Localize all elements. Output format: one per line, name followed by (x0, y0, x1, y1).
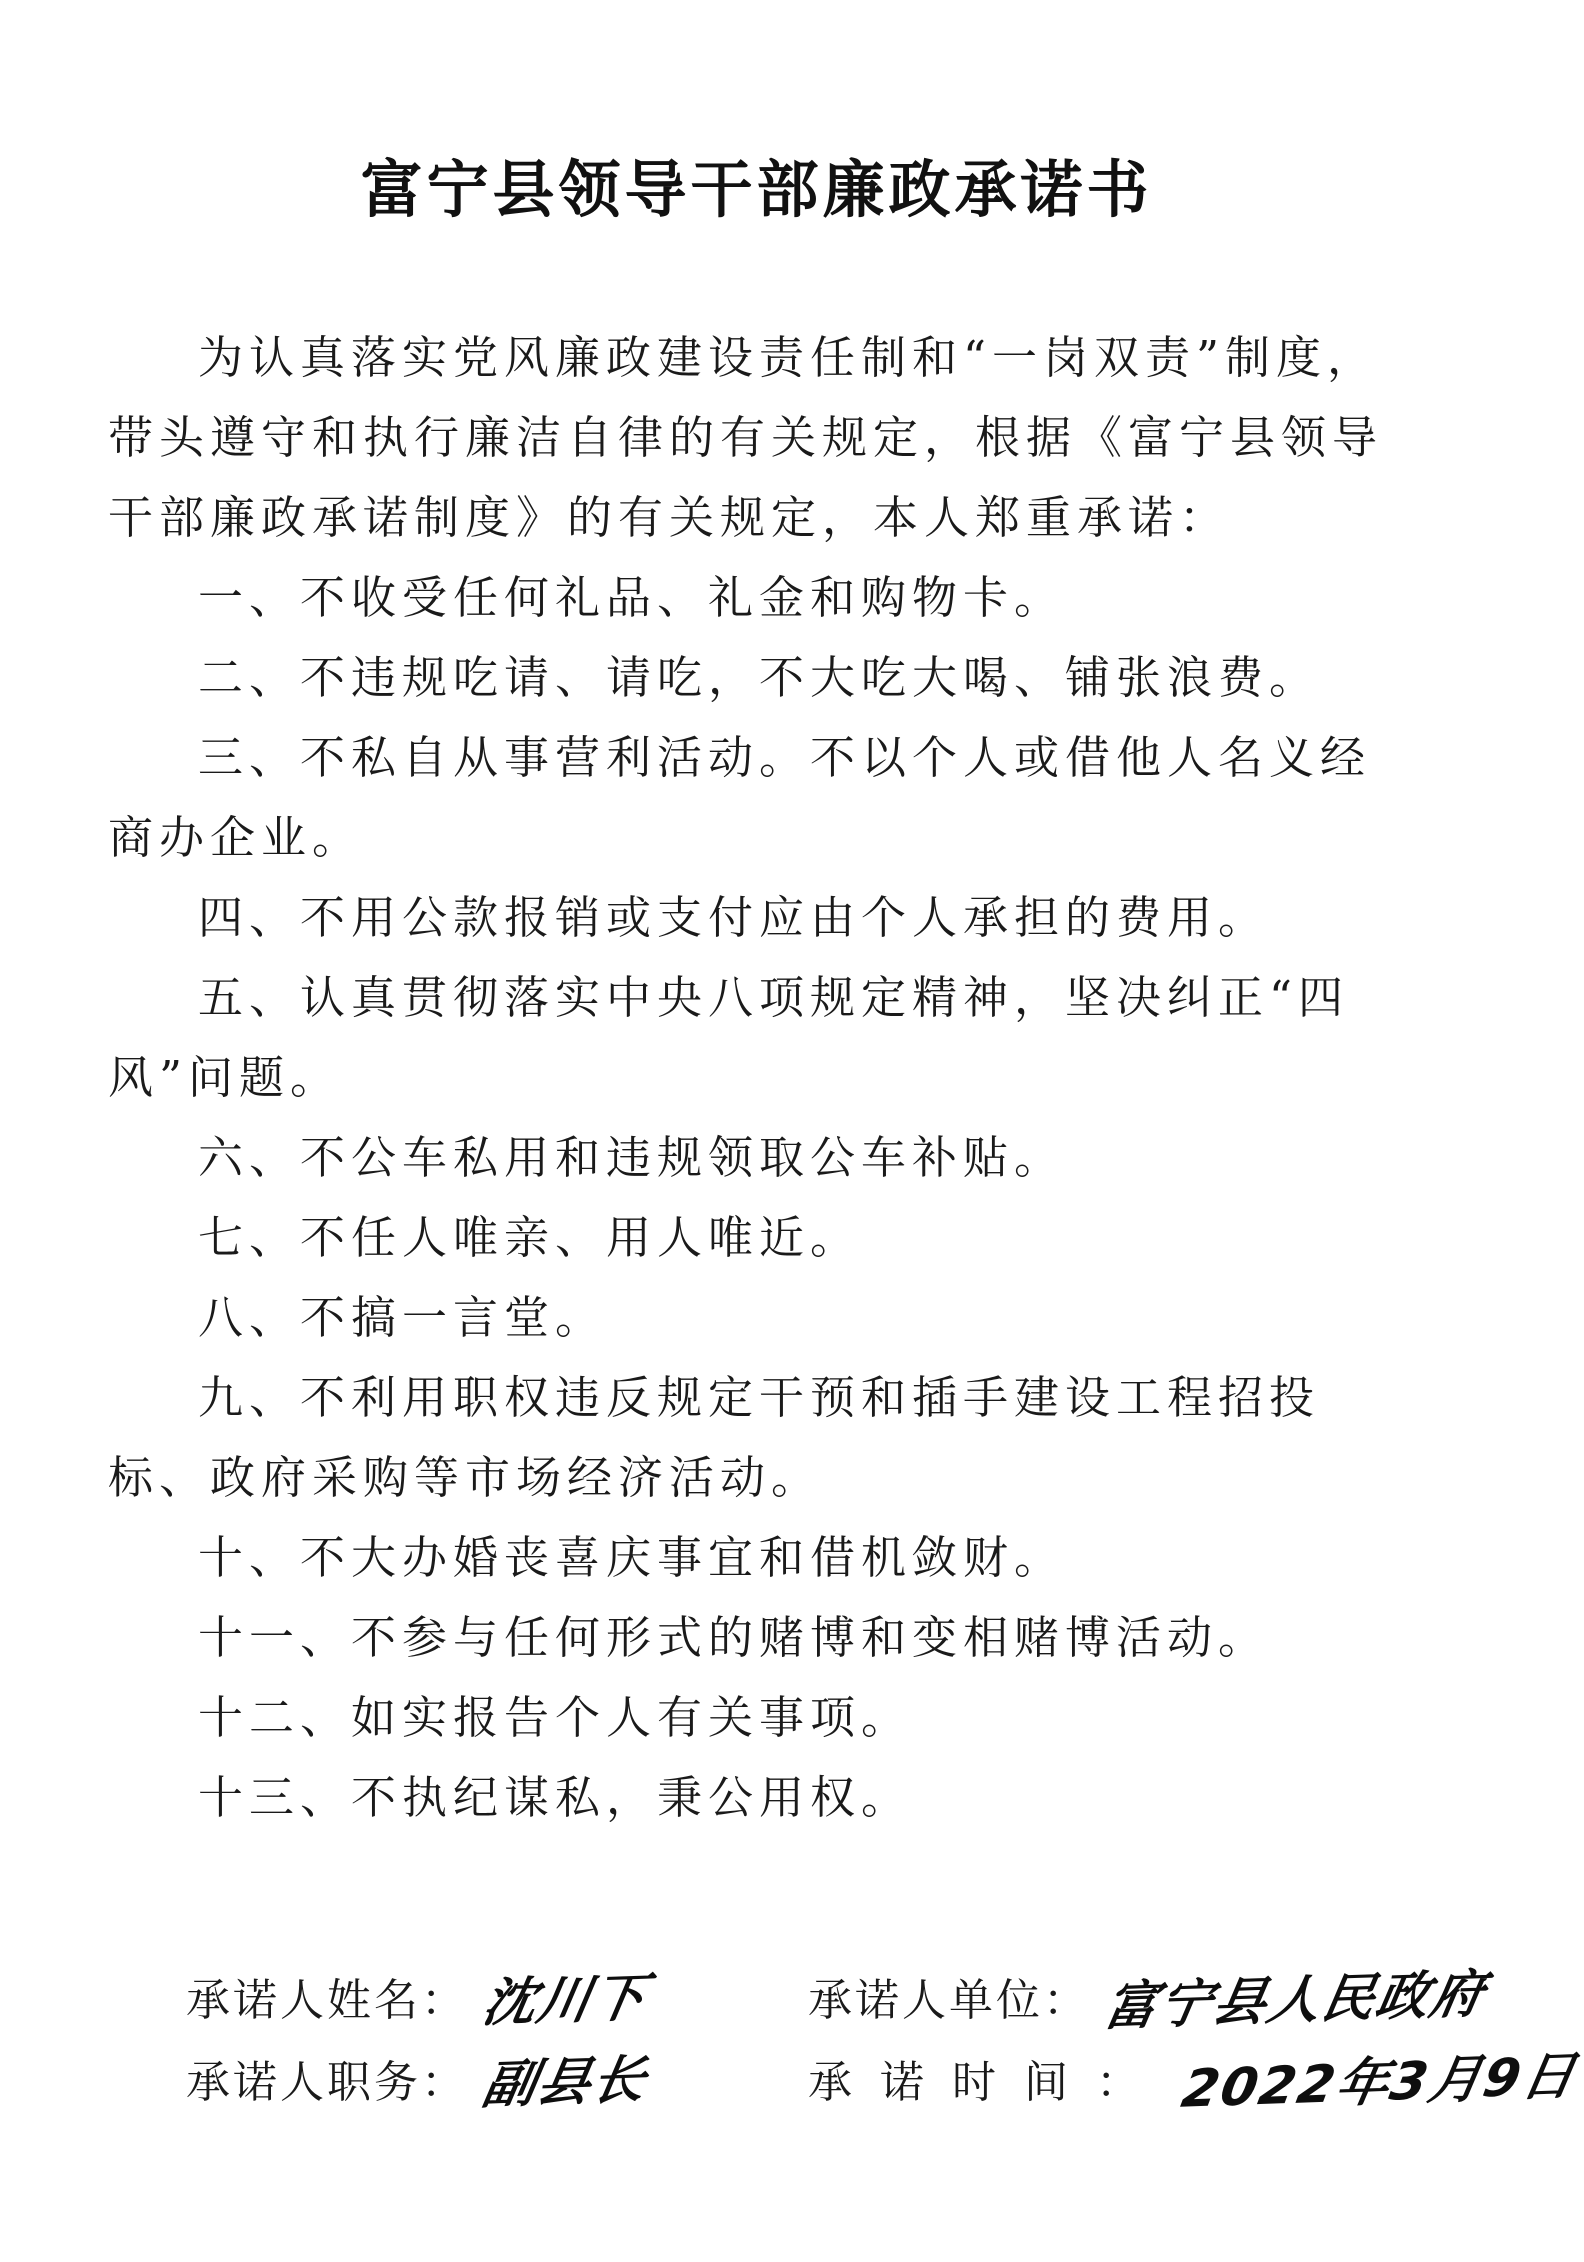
pledge-item-9: 九、不利用职权违反规定干预和插手建设工程招投标、政府采购等市场经济活动。 (108, 1371, 1321, 1504)
pledge-item-7: 七、不任人唯亲、用人唯近。 (198, 1211, 862, 1264)
pledge-item-11: 十一、不参与任何形式的赌博和变相赌博活动。 (198, 1611, 1270, 1664)
document-body (108, 318, 1398, 1838)
pledge-item-4: 四、不用公款报销或支付应由个人承担的费用。 (198, 891, 1270, 944)
pledge-item-3: 三、不私自从事营利活动。不以个人或借他人名义经商办企业。 (108, 731, 1372, 864)
signature-unit-handwriting: 富宁县人民政府 (1099, 1964, 1491, 2038)
signature-duty-handwriting: 副县长 (478, 2050, 652, 2116)
pledge-item-12: 十二、如实报告个人有关事项。 (198, 1691, 913, 1744)
pledge-item-5: 五、认真贯彻落实中央八项规定精神，坚决纠正“四风”问题。 (108, 971, 1350, 1104)
document-title: 富宁县领导干部廉政承诺书 (360, 153, 1153, 226)
pledge-item-2: 二、不违规吃请、请吃，不大吃大喝、铺张浪费。 (198, 651, 1321, 704)
signature-unit-label: 承诺人单位： (808, 1974, 1090, 2026)
pledge-item-1: 一、不收受任何礼品、礼金和购物卡。 (198, 571, 1066, 624)
pledge-item-6: 六、不公车私用和违规领取公车补贴。 (198, 1131, 1066, 1184)
intro-paragraph: 为认真落实党风廉政建设责任制和“一岗双责”制度，带头遵守和执行廉洁自律的有关规定，根据《富宁县领导干部廉政承诺制度》的有关规定，本人郑重承诺： (108, 331, 1384, 544)
signature-duty-label: 承诺人职务： (186, 2056, 468, 2108)
signature-unit-row (808, 1958, 1491, 2038)
signature-name-label: 承诺人姓名： (186, 1974, 468, 2026)
signature-duty-row (186, 2040, 652, 2116)
signature-time-handwriting: 2022年3月9日 (1177, 2046, 1582, 2120)
pledge-item-8: 八、不搞一言堂。 (198, 1291, 607, 1344)
pledge-item-13: 十三、不执纪谋私，秉公用权。 (198, 1771, 913, 1824)
signature-time-label: 承诺时间： (808, 2056, 1168, 2108)
signature-name-handwriting: 沈川下 (478, 1968, 652, 2034)
pledge-item-10: 十、不大办婚丧喜庆事宜和借机敛财。 (198, 1531, 1066, 1584)
signature-name-row (186, 1958, 652, 2034)
signature-time-row (808, 2040, 1582, 2120)
